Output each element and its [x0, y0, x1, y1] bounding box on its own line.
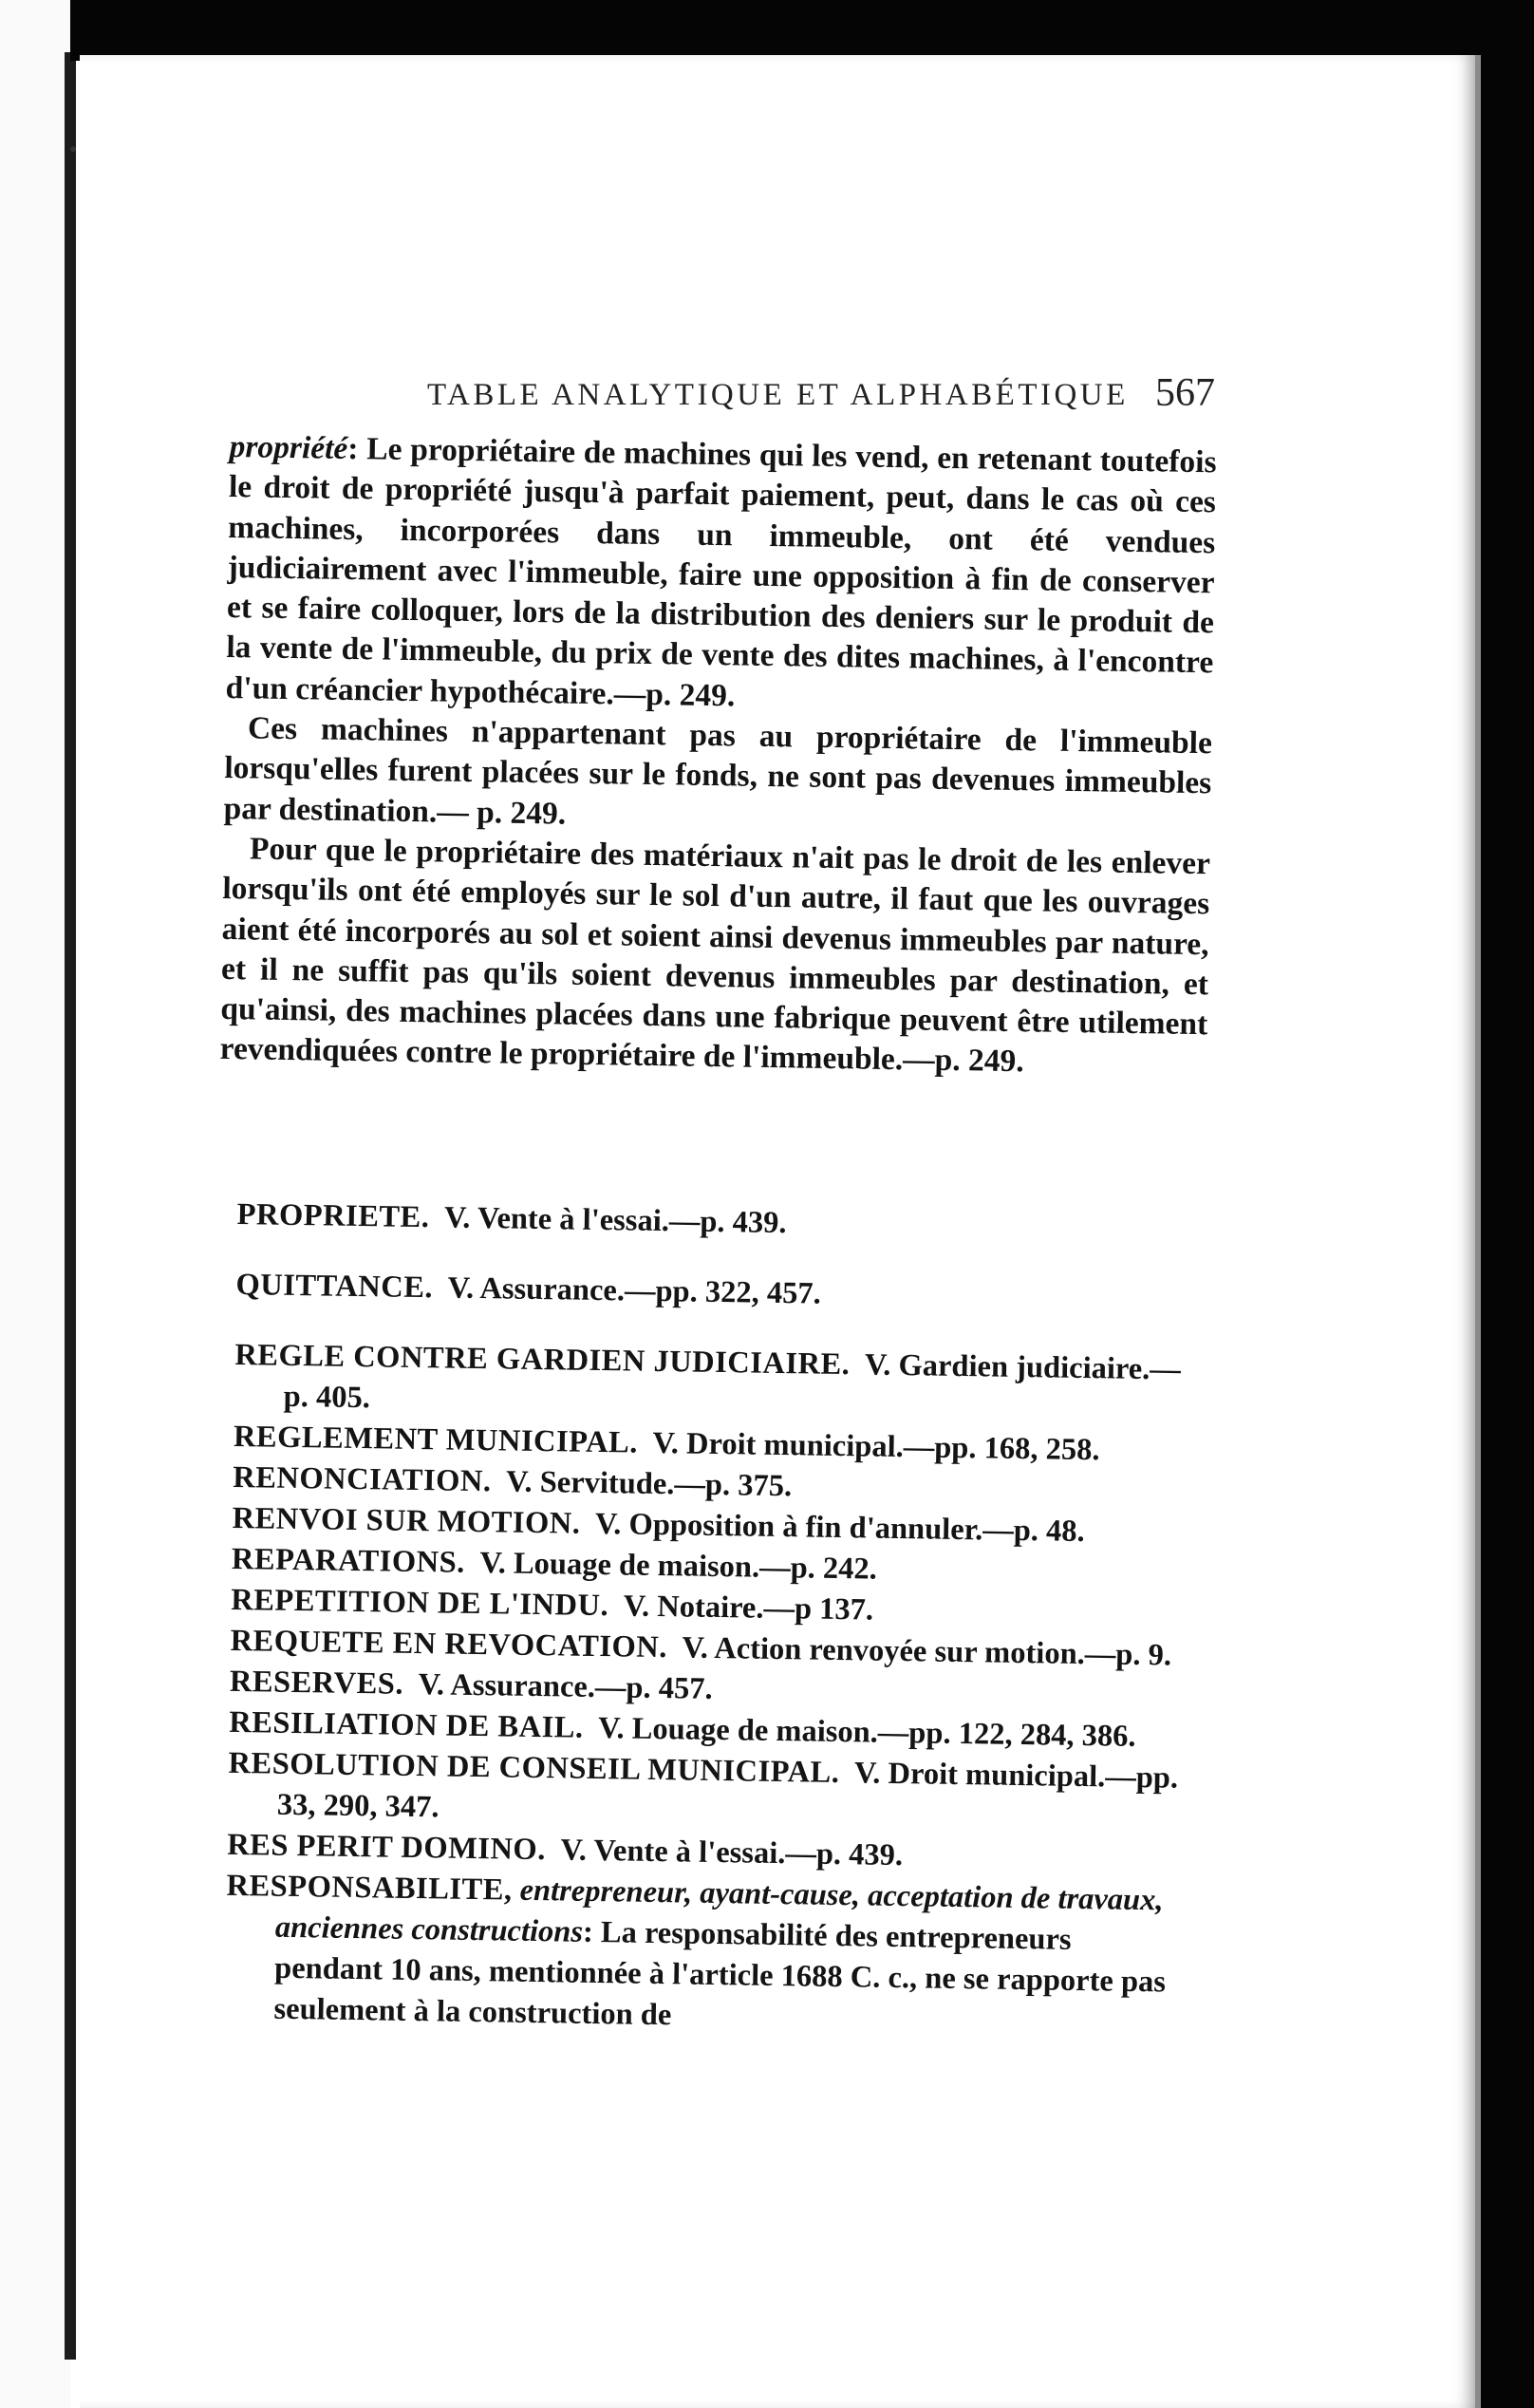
paragraph-1 [225, 427, 1217, 724]
adjacent-page-strip [0, 0, 70, 2408]
index-term: REGLEMENT MUNICIPAL. [233, 1419, 639, 1460]
running-head [427, 368, 1215, 425]
index-entry [228, 1743, 1188, 1840]
index-reference: V. Assurance.—pp. 322, 457. [447, 1270, 822, 1311]
index-reference: V. Assurance.—p. 457. [418, 1667, 713, 1706]
index-reference: V. Opposition à fin d'annuler.—p. 48. [594, 1506, 1085, 1550]
index-term: RENVOI SUR MOTION. [232, 1500, 581, 1541]
index-term: PROPRIETE. [236, 1196, 430, 1235]
index-term: RESPONSABILITE, [226, 1868, 513, 1908]
index-reference: V. Notaire.—p 137. [623, 1589, 874, 1627]
index-reference: V. Vente à l'essai.—p. 439. [560, 1833, 904, 1873]
index-term: REPARATIONS. [231, 1541, 466, 1580]
index-reference: V. Louage de maison.—p. 242. [479, 1546, 878, 1587]
continued-entry-text [219, 427, 1217, 1085]
running-title: TABLE ANALYTIQUE ET ALPHABÉTIQUE [427, 378, 1129, 412]
index-term: REGLE CONTRE GARDIEN JUDICIAIRE. [234, 1337, 851, 1383]
index-reference: V. Servitude.—p. 375. [505, 1464, 793, 1504]
index-reference: V. Action renvoyée sur motion.—p. 9. [682, 1630, 1172, 1673]
index-reference: V. Gardien judiciaire.—p. 405. [283, 1347, 1182, 1416]
index-term: RES PERIT DOMINO. [226, 1827, 547, 1868]
paragraph-1-lead: propriété [229, 428, 348, 466]
paragraph-3: Pour que le propriétaire des matériaux n'ait pas le droit de les enlever lorsqu'ils ont été employés sur le sol d'un autre, il faut que les ouvrages aient été incorporés au sol et soient ainsi devenus immeubles par nature, et il ne suffit pas qu'ils soient devenus immeubles par destination, et qu'ainsi, des machines placées dans une fabrique peuvent être utilement revendiquées contre le propriétaire de l'immeuble.—p. 249. [219, 831, 1211, 1080]
index-subheads: entrepreneur, ayant-cause, acceptation de travaux, anciennes constructions [274, 1872, 1164, 1949]
index-term: REPETITION DE L'INDU. [231, 1582, 609, 1624]
index-reference: V. Droit municipal.—pp. 33, 290, 347. [276, 1756, 1179, 1825]
paragraph-2: Ces machines n'appartenant pas au propriétaire de l'immeuble lorsqu'elles furent placées sur le fonds, ne sont pas devenues immeubles par destination.— p. 249. [223, 710, 1213, 832]
scan-top-border [70, 0, 1534, 61]
index-entry-text: : La responsabilité des entrepreneurs pendant 10 ans, mentionnée à l'article 1688 C. c., ne se rapporte pas seulement à la construction de [273, 1914, 1167, 2033]
index-entries [224, 1195, 1196, 2044]
scan-speck [70, 146, 76, 152]
index-term: RESERVES. [229, 1664, 404, 1702]
index-entry [235, 1265, 1195, 1321]
index-term: QUITTANCE. [235, 1267, 434, 1306]
page-number: 567 [1155, 371, 1215, 415]
scan-right-border [1477, 0, 1534, 2408]
index-term: RESOLUTION DE CONSEIL MUNICIPAL. [228, 1745, 840, 1791]
index-entry [234, 1335, 1193, 1432]
index-reference: V. Vente à l'essai.—p. 439. [443, 1200, 787, 1241]
book-spine-shadow [65, 52, 76, 2360]
index-term: REQUETE EN REVOCATION. [230, 1623, 668, 1665]
index-entry-responsabilite [224, 1866, 1186, 2044]
index-term: RESILIATION DE BAIL. [228, 1704, 584, 1745]
index-reference: V. Droit municipal.—pp. 168, 258. [652, 1425, 1100, 1468]
paragraph-1-text: : Le propriétaire de machines qui les vend, en retenant toutefois le droit de propriété jusqu'à parfait paiement, peut, dans le cas où ces machines, incorporées dans un immeuble, ont été vendues judiciairement avec l'immeuble, faire une opposition à fin de conserver et se faire colloquer, lors de la distribution des deniers sur le produit de la vente de l'immeuble, du prix de vente des dites machines, à l'encontre d'un créancier hypothécaire.—p. 249. [225, 430, 1217, 714]
index-reference: V. Louage de maison.—pp. 122, 284, 386. [597, 1711, 1136, 1754]
index-term: RENONCIATION. [233, 1459, 492, 1499]
